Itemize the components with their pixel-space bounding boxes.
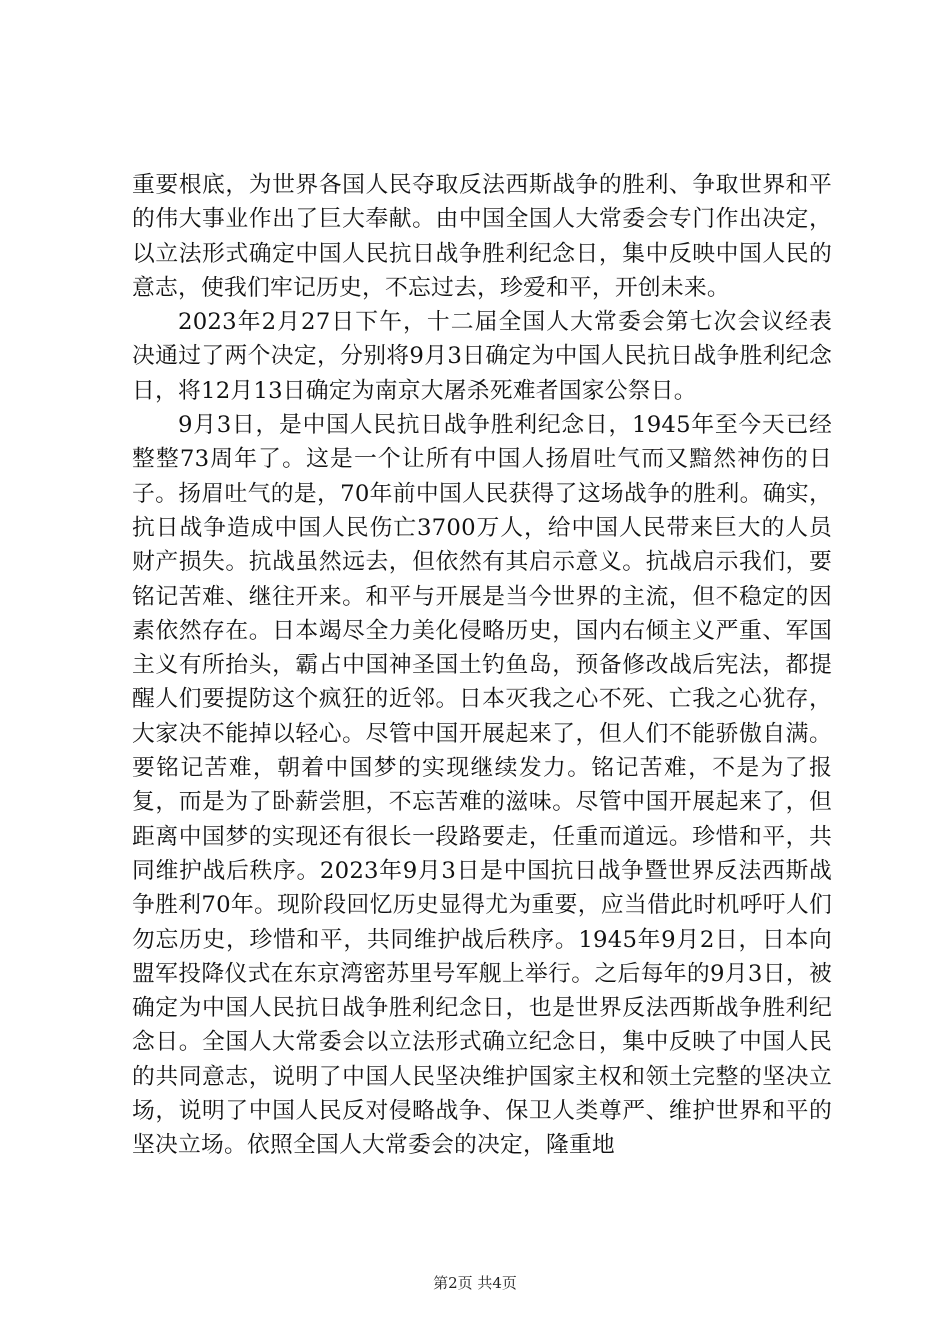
paragraph-continuation: 重要根底，为世界各国人民夺取反法西斯战争的胜利、争取世界和平的伟大事业作出了巨大奉献。由中国全国人大常委会专门作出决定，以立法形式确定中国人民抗日战争胜利纪念日，集中反映中国人民的意志，使我们牢记历史，不忘过去，珍爱和平，开创未来。 (132, 172, 832, 301)
paragraph-anniversary: 9月3日，是中国人民抗日战争胜利纪念日，1945年至今天已经整整73周年了。这是一个让所有中国人扬眉吐气而又黯然神伤的日子。扬眉吐气的是，70年前中国人民获得了这场战争的胜利。确实，抗日战争造成中国人民伤亡3700万人，给中国人民带来巨大的人员财产损失。抗战虽然远去，但依然有其启示意义。抗战启示我们，要铭记苦难、继往开来。和平与开展是当今世界的主流，但不稳定的因素依然存在。日本竭尽全力美化侵略历史，国内右倾主义严重、军国主义有所抬头，霸占中国神圣国土钓鱼岛，预备修改战后宪法，都提醒人们要提防这个疯狂的近邻。日本灭我之心不死、亡我之心犹存，大家决不能掉以轻心。尽管中国开展起来了，但人们不能骄傲自满。要铭记苦难，朝着中国梦的实现继续发力。铭记苦难，不是为了报复，而是为了卧薪尝胆，不忘苦难的滋味。尽管中国开展起来了，但距离中国梦的实现还有很长一段路要走，任重而道远。珍惜和平，共同维护战后秩序。2023年9月3日是中国抗日战争暨世界反法西斯战争胜利70年。现阶段回忆历史显得尤为重要，应当借此时机呼吁人们勿忘历史，珍惜和平，共同维护战后秩序。1945年9月2日，日本向盟军投降仪式在东京湾密苏里号军舰上举行。之后每年的9月3日，被确定为中国人民抗日战争胜利纪念日，也是世界反法西斯战争胜利纪念日。全国人大常委会以立法形式确立纪念日，集中反映了中国人民的共同意志，说明了中国人民坚决维护国家主权和领土完整的坚决立场，说明了中国人民反对侵略战争、保卫人类尊严、维护世界和平的坚决立场。依照全国人大常委会的决定，隆重地 (132, 412, 832, 1159)
paragraph-decision: 2023年2月27日下午，十二届全国人大常委会第七次会议经表决通过了两个决定，分别将9月3日确定为中国人民抗日战争胜利纪念日，将12月13日确定为南京大屠杀死难者国家公祭日。 (132, 309, 832, 404)
page-number-footer: 第2页 共4页 (433, 1274, 517, 1292)
document-body (132, 168, 832, 1163)
